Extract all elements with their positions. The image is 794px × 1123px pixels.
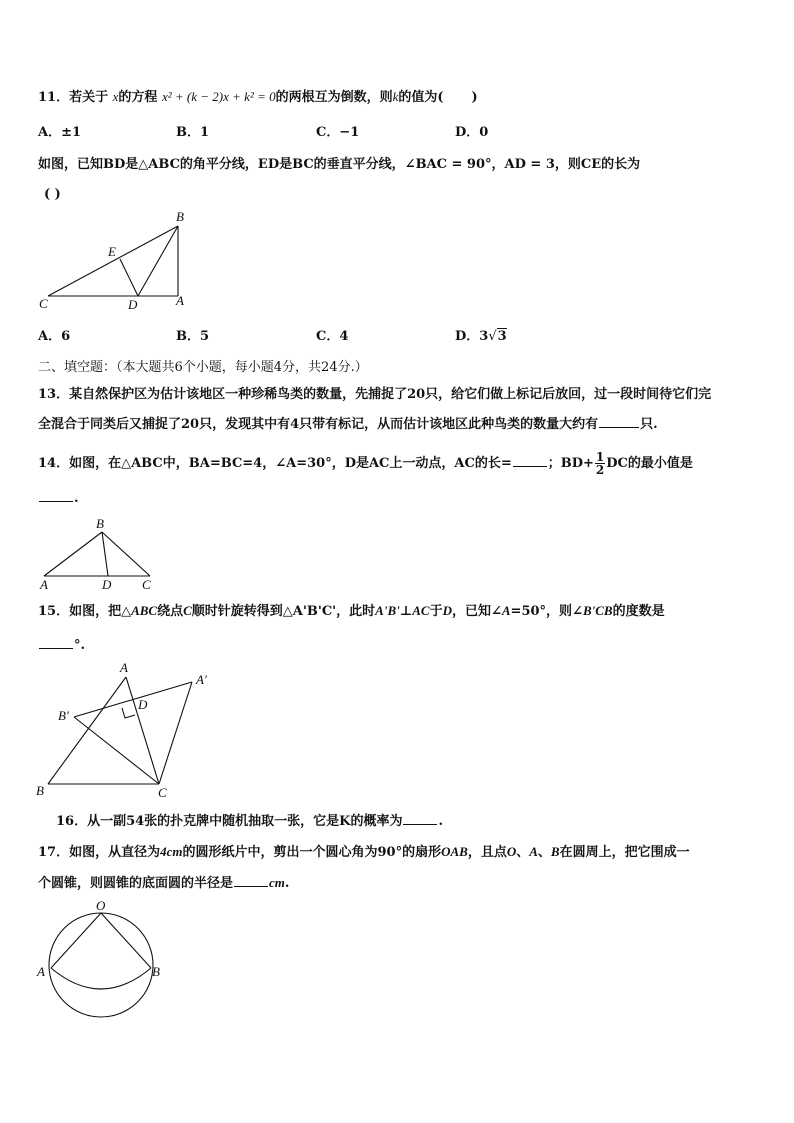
sector-arc — [51, 968, 151, 989]
q12-paren: ( ) — [44, 187, 61, 202]
q15-figure — [34, 660, 224, 800]
q13-answer-blank[interactable] — [599, 415, 639, 428]
label-e: E — [108, 244, 116, 259]
label-a: A — [120, 660, 128, 675]
q14-fraction: $\frac{1}{2}$ — [595, 450, 605, 477]
q14-line2: . — [38, 489, 79, 508]
q11-number: 11． — [38, 90, 70, 105]
label-d: D — [102, 577, 112, 592]
label-c: C — [39, 296, 48, 311]
q17-line2: 个圆锥，则圆锥的底面圆的半径是 cm. — [38, 875, 290, 891]
q17-stem: 17．如图，从直径为4cm的圆形纸片中，剪出一个圆心角为90°的扇形OAB，且点O、A、B在圆周上，把它围成一 — [38, 844, 690, 860]
segment-ab — [48, 677, 126, 784]
label-d: D — [138, 697, 148, 712]
q16-answer-blank[interactable] — [403, 812, 437, 825]
radius-oa — [51, 913, 101, 968]
q12-option-d[interactable]: D．3√3 — [455, 329, 507, 344]
q12-option-b[interactable]: B．5 — [176, 329, 210, 344]
q11-option-b[interactable]: B．1 — [176, 125, 210, 140]
label-c: C — [142, 577, 151, 592]
q11-option-d[interactable]: D．0 — [455, 125, 489, 140]
label-a: A — [37, 964, 45, 979]
radius-ob — [101, 913, 151, 968]
label-b: B — [96, 516, 104, 531]
label-b: B — [36, 783, 44, 798]
segment-bc — [102, 532, 150, 576]
label-o: O — [96, 898, 106, 913]
label-b: B — [152, 964, 160, 979]
label-b: B — [176, 209, 184, 224]
segment-a1c — [159, 682, 192, 784]
section-title: 二、填空题：（本大题共6个小题，每小题4分，共24分.） — [38, 360, 368, 375]
q15-stem: 15．如图，把△ABC绕点C顺时针旋转得到△A'B'C'，此时A'B'⊥AC于D，已知∠A=50°，则∠B'CB的度数是 — [38, 603, 665, 619]
outer-circle — [49, 913, 153, 1017]
label-b-prime: B' — [58, 708, 69, 723]
segment-ab — [44, 532, 102, 576]
q12-figure — [36, 208, 196, 314]
right-angle-mark — [122, 708, 135, 718]
q16-stem: 16．从一副54张的扑克牌中随机抽取一张，它是K的概率为 . — [56, 814, 444, 829]
q13-line2: 全混合于同类后又捕捉了20只，发现其中有4只带有标记，从而估计该地区此种鸟类的数量大约有 只. — [38, 417, 658, 432]
q14-blank-min[interactable] — [39, 489, 73, 502]
q12-stem: 如图，已知BD是△ABC的角平分线，ED是BC的垂直平分线，∠BAC = 90°，AD = 3，则CE的长为 — [38, 157, 641, 172]
label-d: D — [128, 297, 138, 312]
q13-line1: 13．某自然保护区为估计该地区一种珍稀鸟类的数量，先捕捉了20只，给它们做上标记后放回，过一段时间待它们完 — [38, 387, 712, 402]
label-a: A — [176, 293, 184, 308]
q11-option-c[interactable]: C．−1 — [316, 125, 360, 140]
segment-ed — [120, 259, 138, 296]
label-a: A — [40, 577, 48, 592]
segment-a1b1 — [74, 682, 192, 717]
segment-b1c — [74, 717, 159, 784]
q14-blank-ac[interactable] — [513, 454, 547, 467]
q11-stem: 11．若关于 x的方程 x² + (k − 2)x + k² = 0的两根互为倒数，则k的值为( ) — [38, 89, 478, 105]
q14-stem: 14．如图，在△ABC中，BA=BC=4，∠A=30°，D是AC上一动点，AC的长= ；BD+ $\frac{1}{2}$ DC的最小值是 — [38, 450, 693, 477]
segment-bd — [102, 532, 108, 576]
q15-answer-blank[interactable] — [39, 636, 73, 649]
q14-figure — [38, 514, 158, 592]
label-a-prime: A' — [196, 672, 207, 687]
q11-option-a[interactable]: A．±1 — [38, 125, 82, 140]
q17-answer-blank[interactable] — [234, 874, 268, 887]
q11-equation: x² + (k − 2)x + k² = 0 — [161, 89, 276, 104]
q12-option-c[interactable]: C．4 — [316, 329, 349, 344]
q15-line2: °. — [38, 636, 85, 655]
label-c: C — [158, 785, 167, 800]
q12-option-a[interactable]: A．6 — [38, 329, 71, 344]
q17-figure — [34, 898, 170, 1028]
